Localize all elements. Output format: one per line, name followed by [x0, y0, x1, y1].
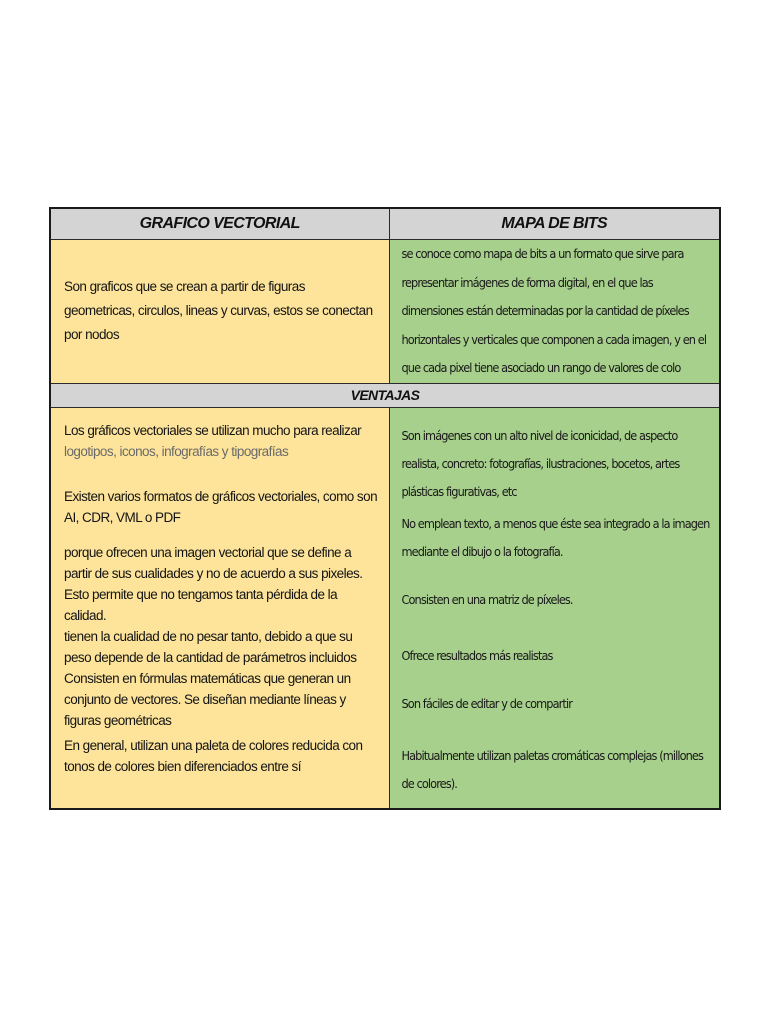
- vector-advantage-1-text: Los gráficos vectoriales se utilizan mucho para realizar: [64, 422, 362, 438]
- vector-advantage-1-link-text: logotipos, iconos, infografías y tipografías: [64, 443, 289, 459]
- bitmap-advantage-2: No emplean texto, a menos que éste sea integrado a la imagen mediante el dibujo o la fotografía.: [401, 515, 710, 559]
- vector-advantage-2: Existen varios formatos de gráficos vectoriales, como son AI, CDR, VML o PDF: [64, 488, 378, 525]
- bitmap-advantage-5: Son fáciles de editar y de compartir: [401, 695, 572, 711]
- bitmap-advantage-1: Son imágenes con un alto nivel de iconicidad, de aspecto realista, concreto: fotografías, ilustraciones, bocetos, artes plásticas figurativas, etc: [401, 427, 680, 499]
- advantages-row: [50, 407, 720, 809]
- vector-definition: Son graficos que se crean a partir de figuras geometricas, circulos, lineas y curvas, estos se conectan por nodos: [50, 240, 389, 384]
- bitmap-header: MAPA DE BITS: [389, 208, 720, 240]
- bitmap-advantage-3: Consisten en una matriz de píxeles.: [401, 591, 573, 607]
- advantages-header: VENTAJAS: [50, 383, 720, 407]
- definition-row: [50, 240, 720, 384]
- header-row: [50, 208, 720, 240]
- vector-header: GRAFICO VECTORIAL: [50, 208, 389, 240]
- bitmap-definition: se conoce como mapa de bits a un formato que sirve para representar imágenes de forma digital, en el que las dimensiones están determinadas por la cantidad de píxeles horizontales y verticales que componen a cada imagen, y en el que cada pixel tiene asociado un rango de valores de colo: [389, 240, 720, 384]
- vector-advantages-cell: [50, 407, 389, 809]
- advantages-header-row: [50, 383, 720, 407]
- vector-advantage-6: En general, utilizan una paleta de colores reducida con tonos de colores bien diferenciados entre sí: [64, 737, 363, 774]
- comparison-table: [49, 207, 721, 810]
- vector-advantage-1: [64, 420, 381, 462]
- bitmap-advantages-cell: [389, 407, 720, 809]
- bitmap-advantage-4: Ofrece resultados más realistas: [401, 647, 553, 663]
- vector-advantage-5: Consisten en fórmulas matemáticas que generan un conjunto de vectores. Se diseñan mediante líneas y figuras geométricas: [64, 670, 351, 728]
- vector-advantage-4: tienen la cualidad de no pesar tanto, debido a que su peso depende de la cantidad de parámetros incluidos: [64, 628, 357, 665]
- vector-advantage-3: porque ofrecen una imagen vectorial que se define a partir de sus cualidades y no de acuerdo a sus pixeles. Esto permite que no tengamos tanta pérdida de la calidad.: [64, 544, 363, 623]
- bitmap-advantage-6: Habitualmente utilizan paletas cromáticas complejas (millones de colores).: [401, 747, 703, 791]
